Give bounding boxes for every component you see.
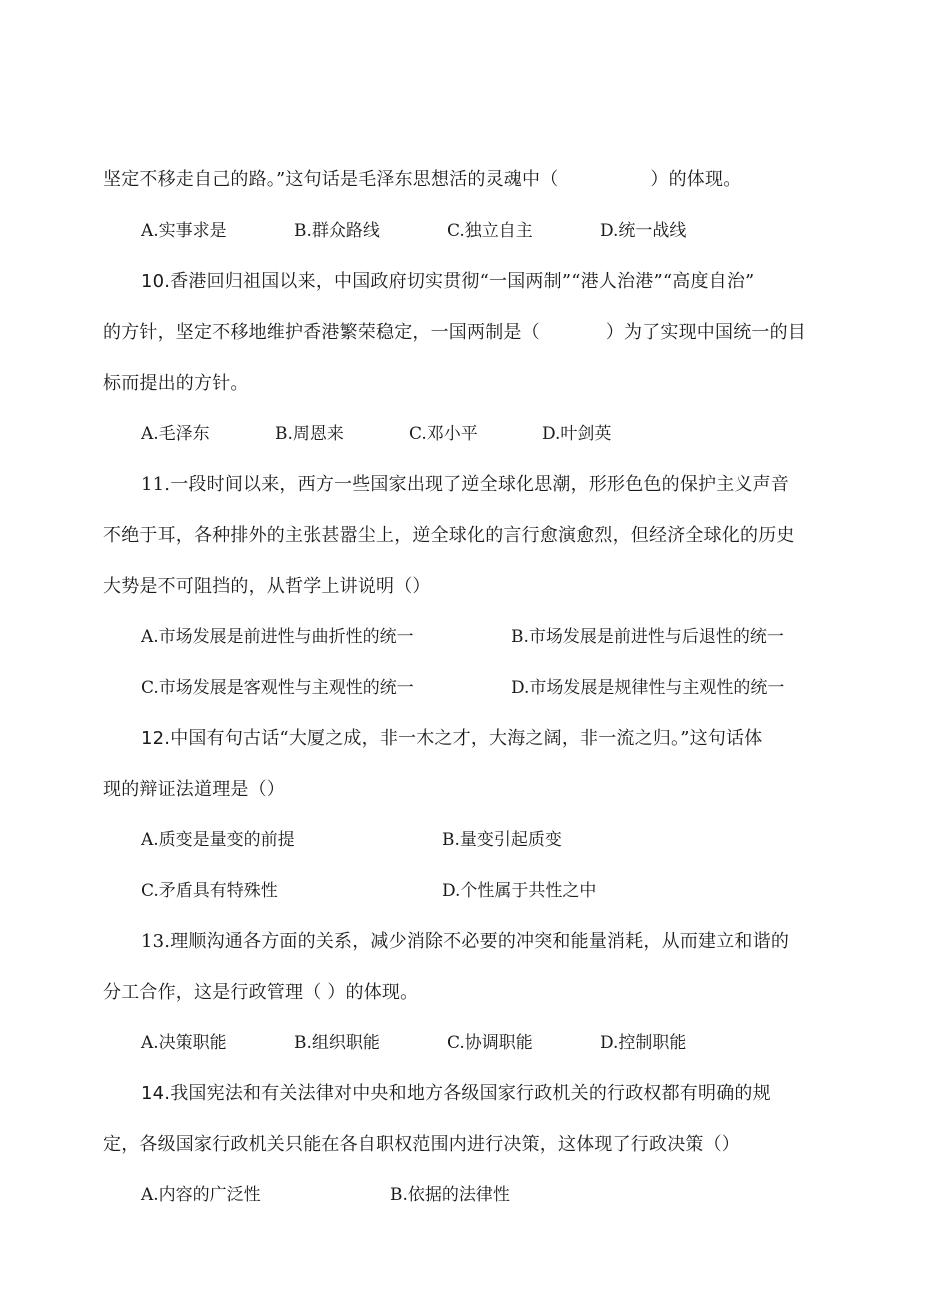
q9-stem-text-end: ）的体现。 xyxy=(650,169,742,190)
q11-option-d: D.市场发展是规律性与主观性的统一 xyxy=(511,678,785,698)
q11-stem-line-2: 不绝于耳，各种排外的主张甚嚣尘上，逆全球化的言行愈演愈烈，但经济全球化的历史 xyxy=(103,525,795,546)
q10-stem-text-2: 的方针，坚定不移地维护香港繁荣稳定，一国两制是（ xyxy=(103,322,540,343)
q14-stem-line-1 xyxy=(141,1082,771,1106)
q13-stem-line-1: 13.理顺沟通各方面的关系，减少消除不必要的冲突和能量消耗，从而建立和谐的 xyxy=(141,931,790,952)
q13-option-b: B.组织职能 xyxy=(294,1033,380,1053)
q13-option-a: A.决策职能 xyxy=(141,1033,227,1053)
q9-option-b: B.群众路线 xyxy=(294,221,380,241)
q10-option-d: D.叶剑英 xyxy=(542,424,612,444)
q11-stem-line-3: 大势是不可阻挡的，从哲学上讲说明（） xyxy=(103,576,431,597)
q10-stem-line-2 xyxy=(103,321,806,345)
q11-option-a: A.市场发展是前进性与曲折性的统一 xyxy=(141,627,414,647)
q9-option-d: D.统一战线 xyxy=(600,221,687,241)
q11-option-b: B.市场发展是前进性与后退性的统一 xyxy=(511,627,784,647)
q12-option-a: A.质变是量变的前提 xyxy=(141,830,295,850)
q9-stem-text: 坚定不移走自己的路。”这句话是毛泽东思想活的灵魂中（ xyxy=(103,169,559,190)
q10-option-c: C.邓小平 xyxy=(409,424,478,444)
q13-option-c: C.协调职能 xyxy=(447,1033,533,1053)
q12-option-d: D.个性属于共性之中 xyxy=(442,881,597,901)
q10-number: 10. xyxy=(141,271,171,292)
q14-option-a: A.内容的广泛性 xyxy=(141,1185,261,1205)
q14-option-b: B.依据的法律性 xyxy=(390,1185,510,1205)
q12-stem-line-1 xyxy=(141,727,762,751)
q12-stem-line-2: 现的辩证法道理是（） xyxy=(103,779,285,800)
q12-option-c: C.矛盾具有特殊性 xyxy=(141,881,278,901)
q10-stem-line-1 xyxy=(141,270,754,294)
q14-stem-text-1: 我国宪法和有关法律对中央和地方各级国家行政机关的行政权都有明确的规 xyxy=(170,1083,771,1104)
q12-stem-text-1: 中国有句古话“大厦之成，非一木之才，大海之阔，非一流之归。”这句话体 xyxy=(170,728,763,749)
q13-stem-line-2: 分工合作，这是行政管理（ ）的体现。 xyxy=(103,982,419,1003)
q14-number: 14. xyxy=(141,1083,171,1104)
q9-stem-line xyxy=(103,168,741,192)
q13-option-d: D.控制职能 xyxy=(600,1033,687,1053)
q9-option-c: C.独立自主 xyxy=(447,221,533,241)
q10-option-a: A.毛泽东 xyxy=(141,424,210,444)
q10-option-b: B.周恩来 xyxy=(275,424,344,444)
q14-stem-line-2: 定，各级国家行政机关只能在各自职权范围内进行决策，这体现了行政决策（） xyxy=(103,1134,740,1155)
q12-number: 12. xyxy=(141,728,171,749)
q12-option-b: B.量变引起质变 xyxy=(442,830,562,850)
q10-stem-line-3: 标而提出的方针。 xyxy=(103,373,249,394)
q9-option-a: A.实事求是 xyxy=(141,221,227,241)
q11-option-c: C.市场发展是客观性与主观性的统一 xyxy=(141,678,414,698)
q11-stem-line-1: 11.一段时间以来，西方一些国家出现了逆全球化思潮，形形色色的保护主义声音 xyxy=(141,474,790,495)
q10-stem-text-1: 香港回归祖国以来，中国政府切实贯彻“一国两制”“港人治港”“高度自治” xyxy=(170,271,755,292)
q10-stem-text-2-end: ）为了实现中国统一的目 xyxy=(605,322,807,343)
